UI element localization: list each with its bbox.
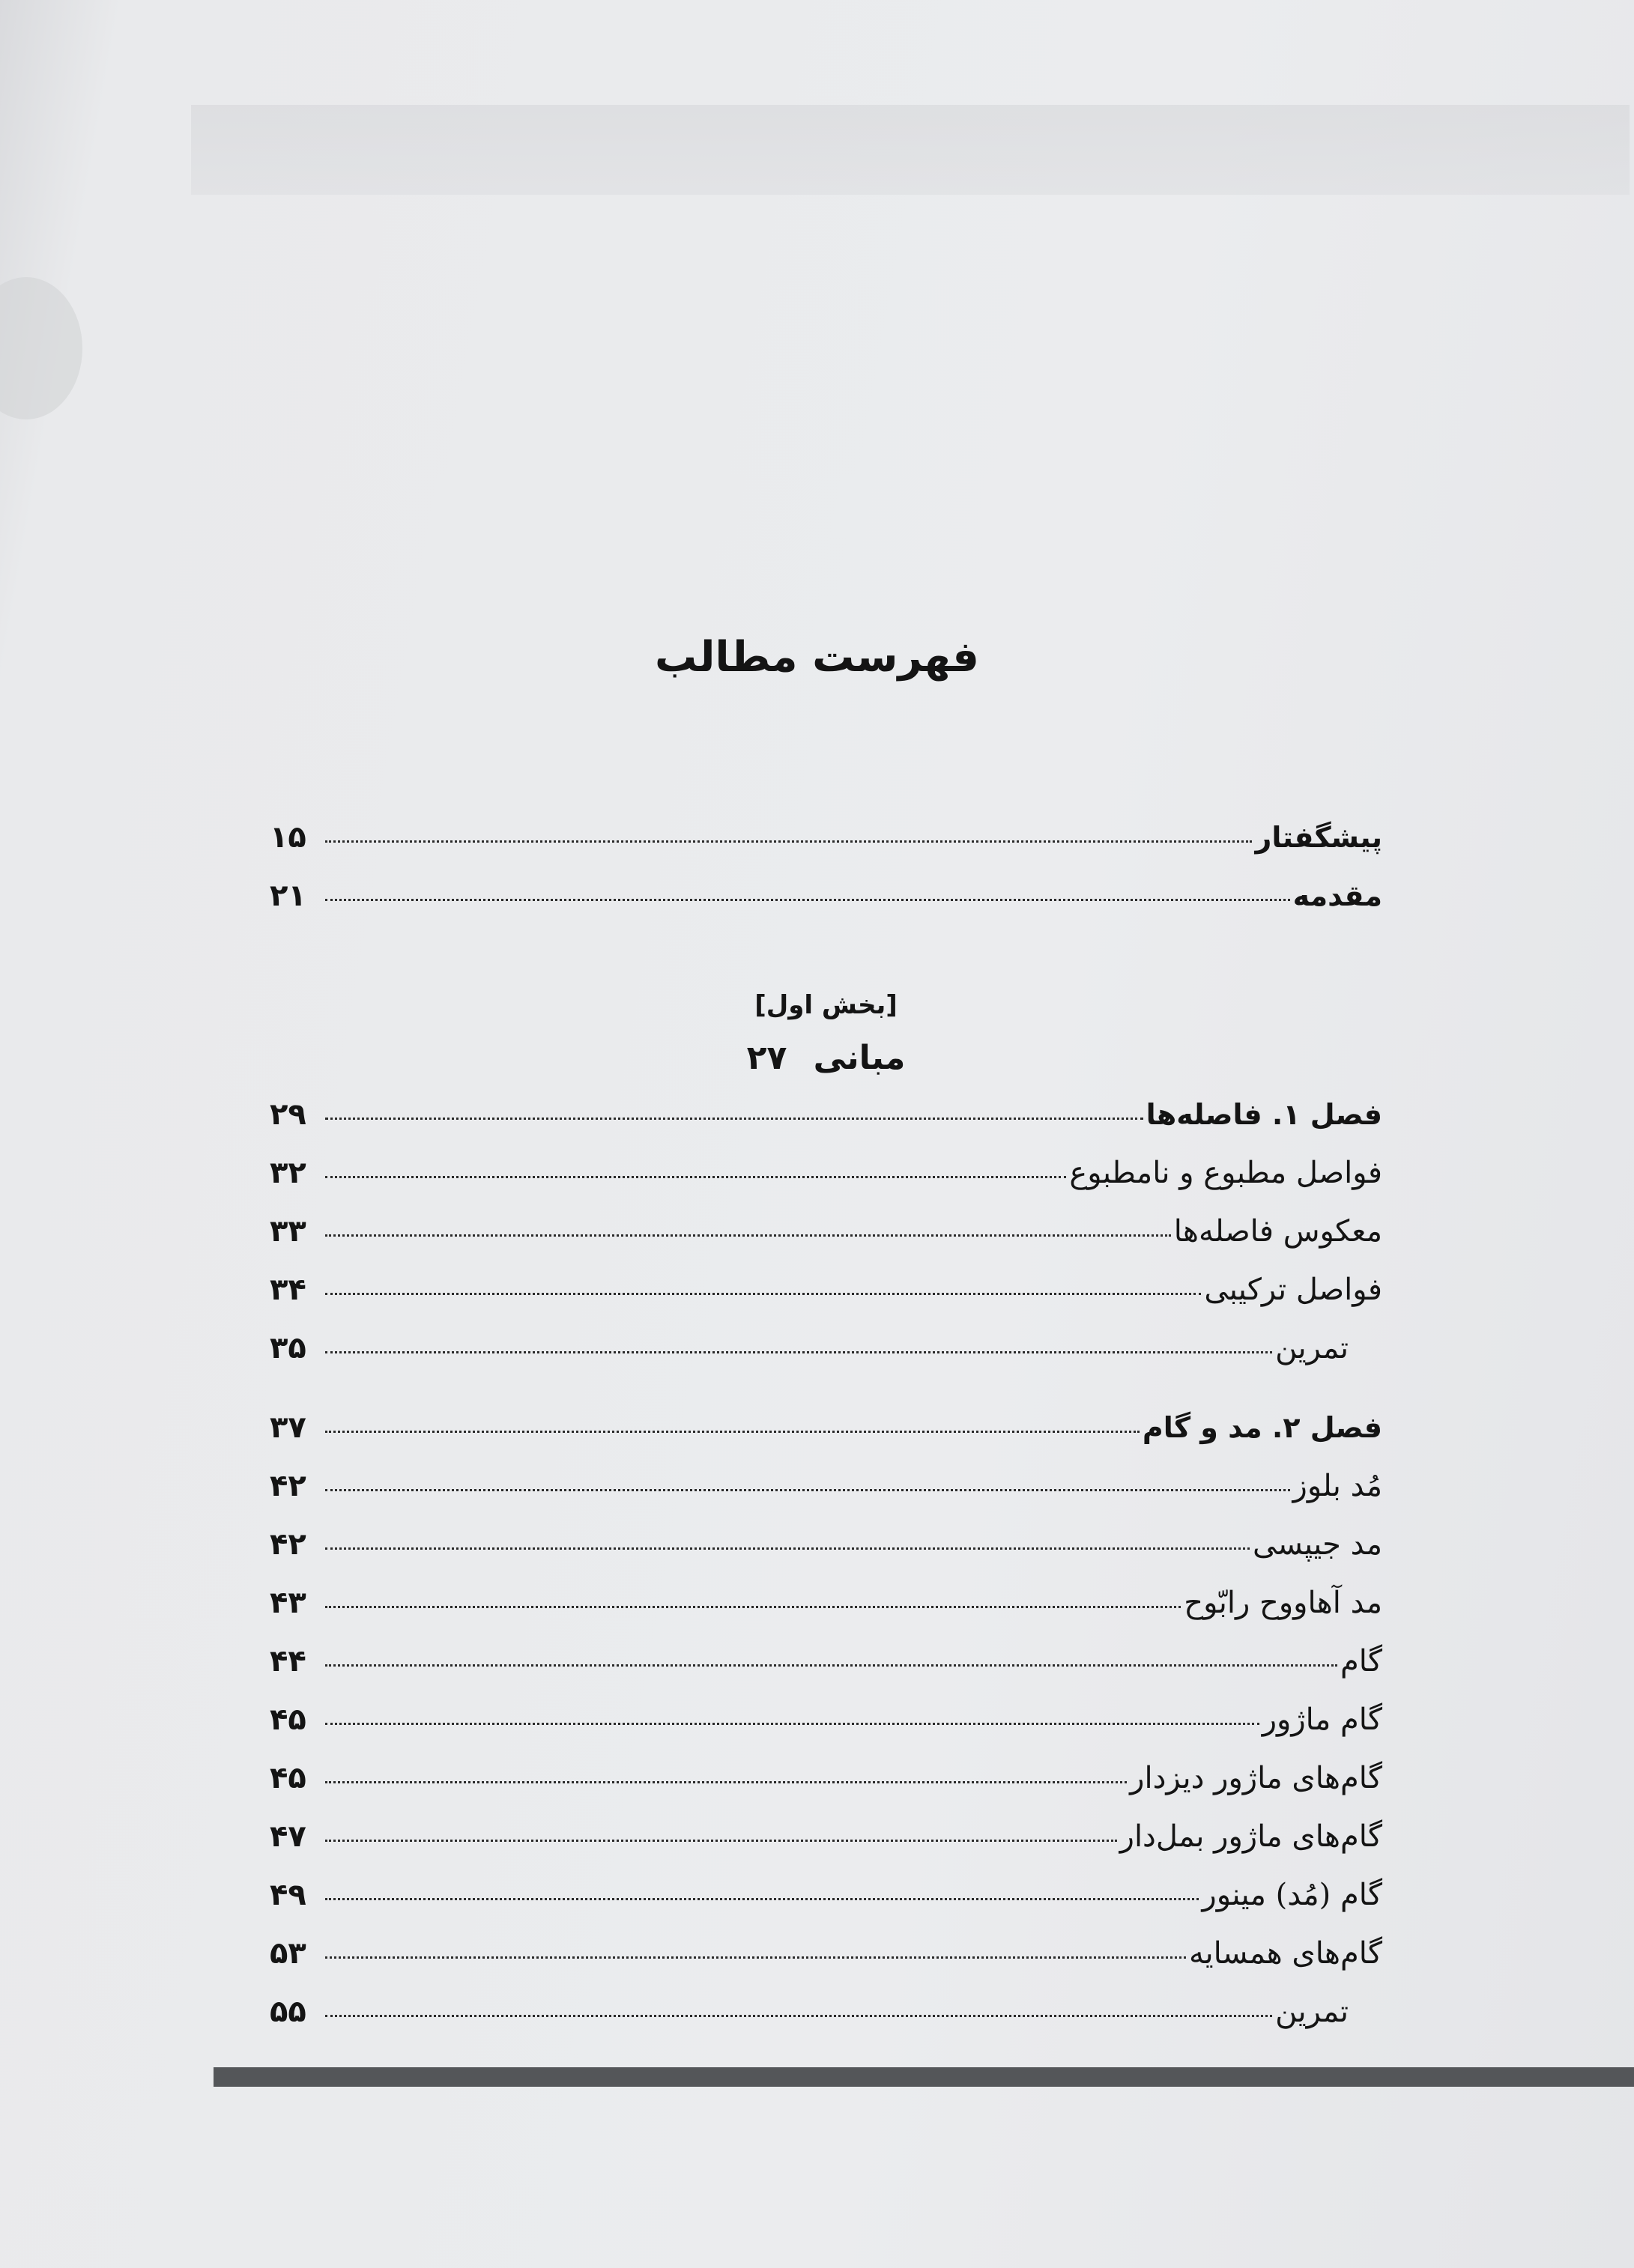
toc-entry-label: گام (مُد) مینور — [1202, 1878, 1382, 1912]
toc-entry-label: تمرین — [1275, 1331, 1349, 1365]
dot-leader — [325, 2015, 1272, 2017]
show-through-band — [191, 105, 1630, 195]
toc-page-number: ۵۳ — [270, 1936, 306, 1971]
toc-chapter-label: فصل ۲. مد و گام — [1142, 1411, 1382, 1444]
toc-chapter-1 — [270, 1097, 1382, 1156]
dot-leader — [325, 1176, 1066, 1178]
toc-entry-exercise — [270, 1995, 1382, 2053]
bottom-rule — [214, 2067, 1634, 2087]
dot-leader — [325, 1431, 1140, 1433]
dot-leader — [325, 1351, 1272, 1353]
toc-entry-label: پیشگفتار — [1255, 821, 1382, 854]
toc-page-number: ۲۱ — [270, 879, 306, 913]
toc-page-number: ۴۲ — [270, 1527, 306, 1562]
toc-entry-label: مقدمه — [1292, 879, 1382, 912]
dot-leader — [325, 899, 1290, 901]
toc-entry-label: گام‌های همسایه — [1189, 1936, 1382, 1971]
toc-entry-label: مد آهاووح رابّوح — [1184, 1586, 1382, 1620]
toc-page-number: ۳۷ — [270, 1410, 306, 1445]
dot-leader — [325, 1547, 1250, 1550]
toc-entry-label: فواصل مطبوع و نامطبوع — [1069, 1156, 1382, 1190]
toc-entry — [270, 1527, 1382, 1586]
toc-entry-label: گام‌های ماژور دیزدار — [1130, 1761, 1382, 1795]
toc-entry-introduction — [270, 879, 1382, 937]
toc-entry-label: گام — [1340, 1644, 1382, 1679]
dot-leader — [325, 1234, 1171, 1237]
part-title — [270, 1031, 1382, 1085]
toc-entry — [270, 1273, 1382, 1331]
toc-entry — [270, 1214, 1382, 1273]
dot-leader — [325, 1723, 1259, 1725]
toc-page-number: ۴۵ — [270, 1761, 306, 1795]
toc-chapter-label: فصل ۱. فاصله‌ها — [1146, 1098, 1382, 1131]
toc-chapter-2 — [270, 1410, 1382, 1469]
toc-entry-label: گام‌های ماژور بمل‌دار — [1119, 1819, 1382, 1854]
toc-page-number: ۴۷ — [270, 1819, 306, 1854]
toc-entry — [270, 1878, 1382, 1936]
toc-page-number: ۴۹ — [270, 1878, 306, 1912]
toc-entry-label: مد جیپسی — [1252, 1527, 1382, 1562]
toc-entry-label: معکوس فاصله‌ها — [1173, 1214, 1382, 1249]
toc-page-number: ۳۵ — [270, 1331, 306, 1365]
toc-entry-label: گام ماژور — [1262, 1702, 1382, 1737]
dot-leader — [325, 1664, 1337, 1667]
part-label: [بخش اول] — [754, 990, 898, 1020]
dot-leader — [325, 1898, 1199, 1900]
toc-entry — [270, 1156, 1382, 1214]
toc-page-number: ۴۳ — [270, 1586, 306, 1620]
toc-entry — [270, 1469, 1382, 1527]
dot-leader — [325, 1293, 1201, 1295]
show-through-mark — [0, 277, 82, 419]
toc-page-number: ۱۵ — [270, 820, 306, 855]
toc-entry — [270, 1761, 1382, 1819]
dot-leader — [325, 1956, 1186, 1959]
toc-page-number: ۳۲ — [270, 1156, 306, 1190]
toc-page-number: ۳۴ — [270, 1273, 306, 1307]
toc-entry-foreword — [270, 820, 1382, 879]
chapter-gap — [270, 1389, 1382, 1410]
dot-leader — [325, 1781, 1127, 1783]
table-of-contents — [270, 820, 1382, 2053]
dot-leader — [325, 840, 1252, 843]
dot-leader — [325, 1489, 1290, 1491]
toc-entry — [270, 1819, 1382, 1878]
toc-entry — [270, 1936, 1382, 1995]
toc-entry — [270, 1586, 1382, 1644]
toc-page-number: ۴۵ — [270, 1702, 306, 1737]
toc-entry-label: تمرین — [1275, 1995, 1349, 2029]
page-title: فهرست مطالب — [655, 633, 979, 682]
toc-page-number: ۳۳ — [270, 1214, 306, 1249]
toc-entry — [270, 1644, 1382, 1702]
toc-page-number: ۴۴ — [270, 1644, 306, 1679]
toc-page-number: ۵۵ — [270, 1995, 306, 2029]
toc-page-number: ۴۲ — [270, 1469, 306, 1503]
part-page-number: ۲۷ — [746, 1039, 787, 1077]
part-title-text: مبانی — [813, 1039, 906, 1077]
toc-entry-exercise — [270, 1331, 1382, 1389]
toc-entry — [270, 1702, 1382, 1761]
toc-entry-label: فواصل ترکیبی — [1204, 1273, 1382, 1307]
toc-page-number: ۲۹ — [270, 1097, 306, 1132]
dot-leader — [325, 1118, 1143, 1120]
dot-leader — [325, 1840, 1117, 1842]
part-heading — [270, 979, 1382, 1085]
dot-leader — [325, 1606, 1181, 1608]
toc-entry-label: مُد بلوز — [1292, 1469, 1382, 1503]
